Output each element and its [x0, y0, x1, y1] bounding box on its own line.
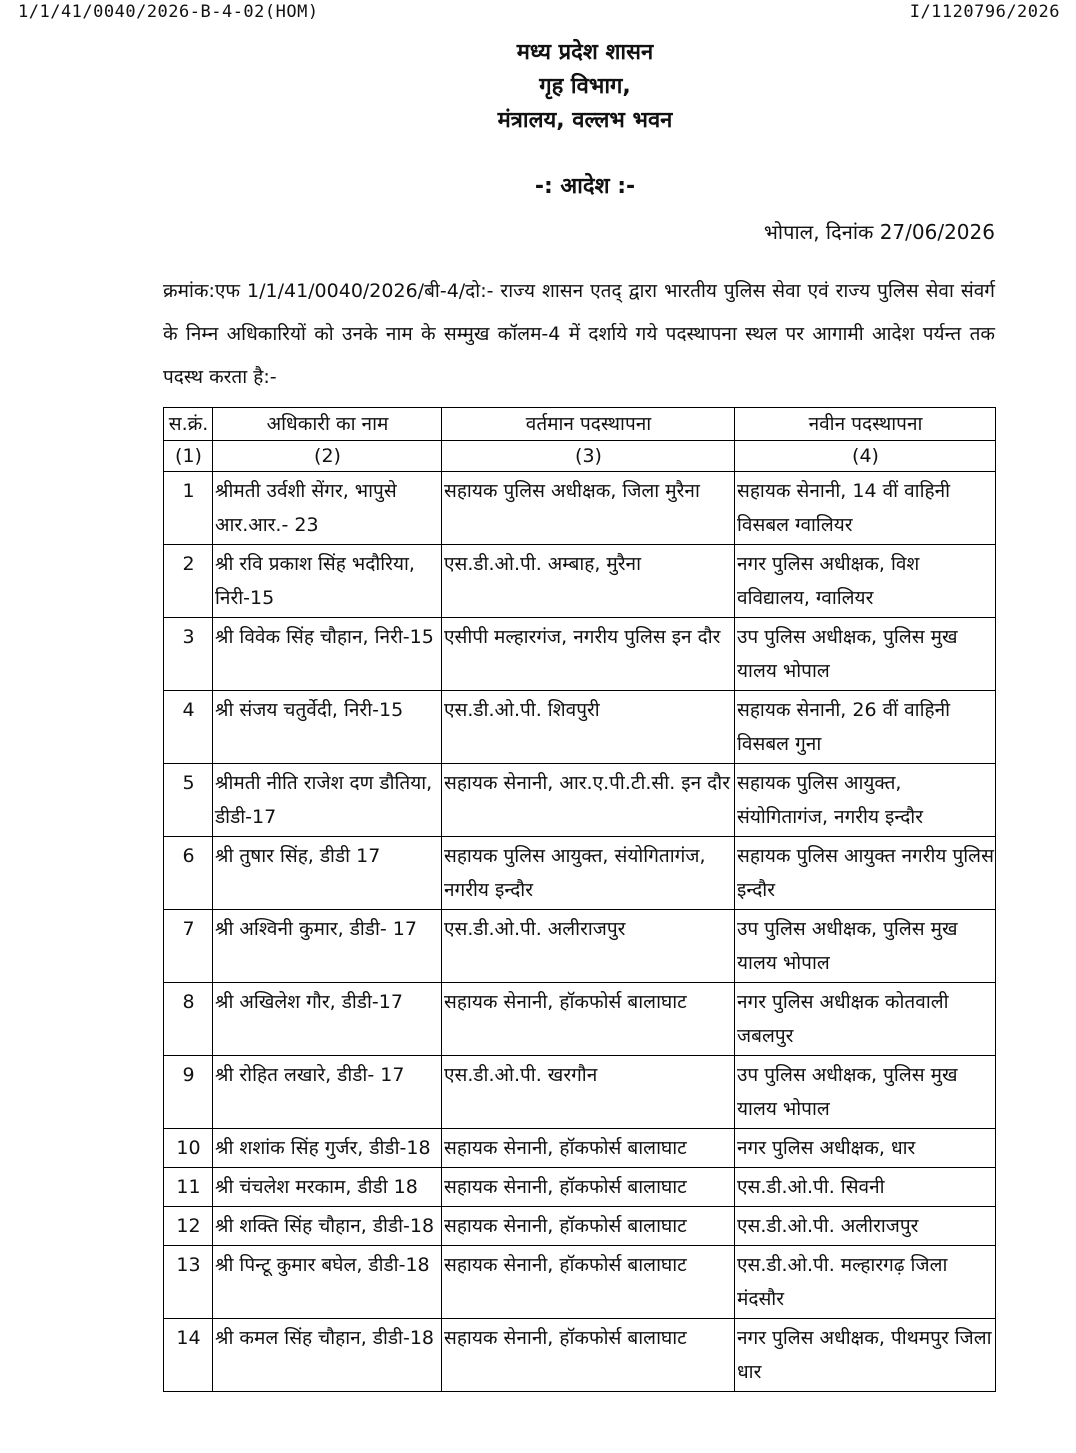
new-posting-cell: एस.डी.ओ.पी. अलीराजपुर — [735, 1207, 996, 1246]
officer-name-cell: श्री रवि प्रकाश सिंह भदौरिया, निरी-15 — [213, 545, 442, 618]
officer-name-cell: श्री तुषार सिंह, डीडी 17 — [213, 837, 442, 910]
officer-name-cell: श्रीमती नीति राजेश दण डौतिया, डीडी-17 — [213, 764, 442, 837]
file-reference: 1/1/41/0040/2026-B-4-02(HOM) — [18, 2, 319, 22]
table-row — [164, 618, 996, 691]
table-row — [164, 1129, 996, 1168]
serial-number-cell: 12 — [164, 1207, 213, 1246]
table-row — [164, 764, 996, 837]
table-row — [164, 472, 996, 545]
current-posting-cell: सहायक सेनानी, आर.ए.पी.टी.सी. इन दौर — [442, 764, 735, 837]
table-row — [164, 1056, 996, 1129]
document-id: I/1120796/2026 — [909, 2, 1060, 22]
header-officer-name: अधिकारी का नाम — [213, 408, 442, 441]
government-name: मध्य प्रदेश शासन — [516, 40, 654, 65]
current-posting-cell: एस.डी.ओ.पी. अलीराजपुर — [442, 910, 735, 983]
serial-number-cell: 13 — [164, 1246, 213, 1319]
header-serial: स.क्रं. — [164, 408, 213, 441]
table-row — [164, 1319, 996, 1392]
column-number: (2) — [213, 441, 442, 472]
current-posting-cell: सहायक सेनानी, हॉकफोर्स बालाघाट — [442, 1319, 735, 1392]
officer-name-cell: श्री अखिलेश गौर, डीडी-17 — [213, 983, 442, 1056]
table-row — [164, 1207, 996, 1246]
serial-number-cell: 11 — [164, 1168, 213, 1207]
new-posting-cell: नगर पुलिस अधीक्षक, धार — [735, 1129, 996, 1168]
new-posting-cell: नगर पुलिस अधीक्षक, विश वविद्यालय, ग्वालियर — [735, 545, 996, 618]
column-number: (3) — [442, 441, 735, 472]
officer-name-cell: श्री पिन्टू कुमार बघेल, डीडी-18 — [213, 1246, 442, 1319]
current-posting-cell: सहायक सेनानी, हॉकफोर्स बालाघाट — [442, 1129, 735, 1168]
officer-name-cell: श्री रोहित लखारे, डीडी- 17 — [213, 1056, 442, 1129]
table-row — [164, 545, 996, 618]
table-header-row — [164, 408, 996, 441]
serial-number-cell: 5 — [164, 764, 213, 837]
new-posting-cell: सहायक पुलिस आयुक्त नगरीय पुलिस इन्दौर — [735, 837, 996, 910]
new-posting-cell: उप पुलिस अधीक्षक, पुलिस मुख यालय भोपाल — [735, 618, 996, 691]
table-row — [164, 983, 996, 1056]
serial-number-cell: 7 — [164, 910, 213, 983]
serial-number-cell: 4 — [164, 691, 213, 764]
department-name: गृह विभाग, — [539, 74, 631, 99]
new-posting-cell: एस.डी.ओ.पी. सिवनी — [735, 1168, 996, 1207]
current-posting-cell: एस.डी.ओ.पी. अम्बाह, मुरैना — [442, 545, 735, 618]
current-posting-cell: सहायक सेनानी, हॉकफोर्स बालाघाट — [442, 1168, 735, 1207]
officer-name-cell: श्री शशांक सिंह गुर्जर, डीडी-18 — [213, 1129, 442, 1168]
office-address: मंत्रालय, वल्लभ भवन — [497, 108, 673, 133]
order-intro-paragraph: क्रमांक:एफ 1/1/41/0040/2026/बी-4/दो:- राज्य शासन एतद् द्वारा भारतीय पुलिस सेवा एवं राज्य पुलिस सेवा संवर्ग के निम्न अधिकारियों को उनके नाम के सम्मुख कॉलम-4 में दर्शाये गये पदस्थापना स्थल पर आगामी आदेश पर्यन्त तक पदस्थ करता है:- — [163, 280, 995, 388]
serial-number-cell: 10 — [164, 1129, 213, 1168]
table-body — [164, 472, 996, 1392]
new-posting-cell: सहायक सेनानी, 26 वीं वाहिनी विसबल गुना — [735, 691, 996, 764]
current-posting-cell: एस.डी.ओ.पी. खरगौन — [442, 1056, 735, 1129]
serial-number-cell: 14 — [164, 1319, 213, 1392]
order-heading: -: आदेश :- — [534, 174, 636, 199]
new-posting-cell: सहायक सेनानी, 14 वीं वाहिनी विसबल ग्वालियर — [735, 472, 996, 545]
column-number-row — [164, 441, 996, 472]
header-new-posting: नवीन पदस्थापना — [735, 408, 996, 441]
current-posting-cell: सहायक पुलिस अधीक्षक, जिला मुरैना — [442, 472, 735, 545]
new-posting-cell: उप पुलिस अधीक्षक, पुलिस मुख यालय भोपाल — [735, 910, 996, 983]
place-date: भोपाल, दिनांक 27/06/2026 — [763, 220, 995, 244]
serial-number-cell: 6 — [164, 837, 213, 910]
current-posting-cell: सहायक सेनानी, हॉकफोर्स बालाघाट — [442, 1207, 735, 1246]
column-number: (1) — [164, 441, 213, 472]
table-row — [164, 837, 996, 910]
officer-name-cell: श्री संजय चतुर्वेदी, निरी-15 — [213, 691, 442, 764]
officer-name-cell: श्री कमल सिंह चौहान, डीडी-18 — [213, 1319, 442, 1392]
column-number: (4) — [735, 441, 996, 472]
new-posting-cell: एस.डी.ओ.पी. मल्हारगढ़ जिला मंदसौर — [735, 1246, 996, 1319]
serial-number-cell: 3 — [164, 618, 213, 691]
serial-number-cell: 1 — [164, 472, 213, 545]
officer-name-cell: श्री चंचलेश मरकाम, डीडी 18 — [213, 1168, 442, 1207]
serial-number-cell: 9 — [164, 1056, 213, 1129]
table-row — [164, 910, 996, 983]
header-current-posting: वर्तमान पदस्थापना — [442, 408, 735, 441]
officer-name-cell: श्री विवेक सिंह चौहान, निरी-15 — [213, 618, 442, 691]
current-posting-cell: एसीपी मल्हारगंज, नगरीय पुलिस इन दौर — [442, 618, 735, 691]
table-row — [164, 1246, 996, 1319]
serial-number-cell: 2 — [164, 545, 213, 618]
table-row — [164, 1168, 996, 1207]
posting-table — [163, 407, 996, 1392]
table-row — [164, 691, 996, 764]
new-posting-cell: नगर पुलिस अधीक्षक, पीथमपुर जिला धार — [735, 1319, 996, 1392]
current-posting-cell: सहायक सेनानी, हॉकफोर्स बालाघाट — [442, 983, 735, 1056]
officer-name-cell: श्री अश्विनी कुमार, डीडी- 17 — [213, 910, 442, 983]
new-posting-cell: सहायक पुलिस आयुक्त, संयोगितागंज, नगरीय इन्दौर — [735, 764, 996, 837]
officer-name-cell: श्रीमती उर्वशी सेंगर, भापुसे आर.आर.- 23 — [213, 472, 442, 545]
current-posting-cell: एस.डी.ओ.पी. शिवपुरी — [442, 691, 735, 764]
new-posting-cell: नगर पुलिस अधीक्षक कोतवाली जबलपुर — [735, 983, 996, 1056]
current-posting-cell: सहायक पुलिस आयुक्त, संयोगितागंज, नगरीय इन्दौर — [442, 837, 735, 910]
new-posting-cell: उप पुलिस अधीक्षक, पुलिस मुख यालय भोपाल — [735, 1056, 996, 1129]
current-posting-cell: सहायक सेनानी, हॉकफोर्स बालाघाट — [442, 1246, 735, 1319]
officer-name-cell: श्री शक्ति सिंह चौहान, डीडी-18 — [213, 1207, 442, 1246]
serial-number-cell: 8 — [164, 983, 213, 1056]
